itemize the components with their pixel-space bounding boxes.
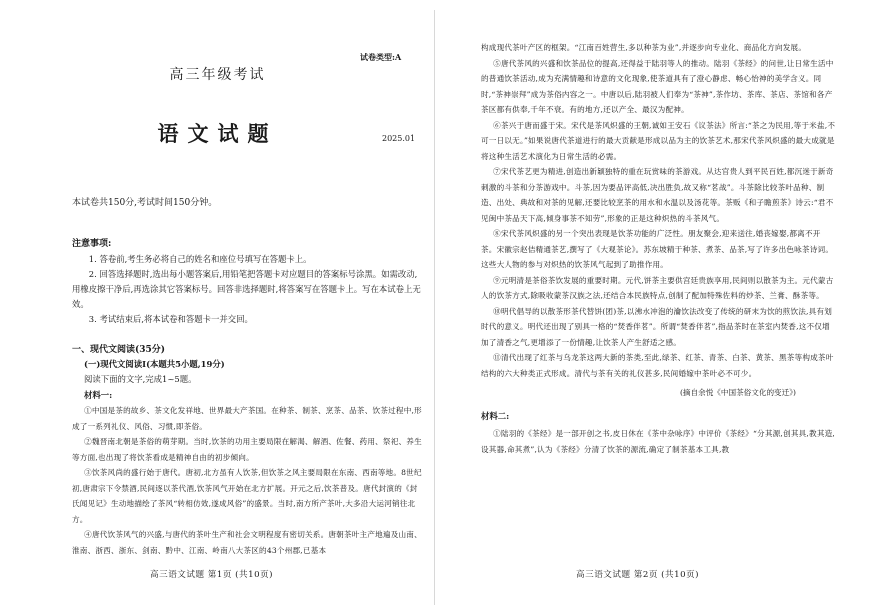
paragraph: ①中国是茶的故乡、茶文化发祥地、世界最大产茶国。在种茶、制茶、烹茶、品茶、饮茶过程中,形成了一系列礼仪、风俗、习惯,即茶俗。 [72, 406, 422, 431]
material-2-label: 材料二: [481, 410, 510, 421]
paragraph: ①陆羽的《茶经》是一部开创之书,皮日休在《茶中杂咏序》中评价《茶经》“分其源,创其具,教其造,设其器,命其煮”,认为《茶经》分清了饮茶的源流,确定了制茶基本工具,教 [481, 429, 836, 454]
notice-item: 3. 考试结束后,将本试卷和答题卡一并交回。 [88, 314, 253, 324]
page-divider [434, 10, 435, 605]
paragraph: ⑦宋代茶艺更为精进,创造出新颖独特的重在玩赏味的茶游戏。从达官贵人到平民百姓,都沉迷于新奇刺激的斗茶和分茶游戏中。斗茶,因为要品评高低,决出胜负,故又称“茗战”。斗茶除比较茶叶品种、制造、出处、典故和对茶的见解,还要比较烹茶的用水和水温以及汤花等。茶贩《和子瞻煎茶》诗云:“君不见闽中茶品天下高,倾身事茶不知劳”,形象的正是这种炽热的斗茶风气。 [481, 167, 834, 223]
notice-list [72, 252, 424, 327]
notice-heading: 注意事项: [72, 239, 112, 249]
source-citation: (摘自余悦《中国茶俗文化的变迁》) [679, 388, 796, 397]
exam-intro: 本试卷共150分,考试时间150分钟。 [72, 198, 218, 208]
paragraph: ②魏晋南北朝是茶俗的萌芽期。当时,饮茶的功用主要局限在解渴、解酒、佐餐、药用、祭祀、养生等方面,也出现了将饮茶看成是精神自由的初步倾向。 [72, 437, 422, 462]
material-1-body-left [72, 403, 424, 558]
notice-item: 2. 回答选择题时,选出每小题答案后,用铅笔把答题卡对应题目的答案标号涂黑。如需改动,用橡皮擦干净后,再选涂其它答案标号。回答非选择题时,将答案写在答题卡上。写在本试卷上无效。 [72, 269, 421, 309]
paragraph: ⑩明代倡导的以散茶形茶代替饼(团)茶,以沸水冲泡的瀹饮法改变了传统的研末为饮的煎饮法,具有划时代的意义。明代还出现了别具一格的“焚香伴茗”。所谓“焚香伴茗”,指品茶时在茶室内焚香,这不仅增加了清香之气,更增添了一份情趣,让饮茶人产生舒适之感。 [481, 306, 833, 347]
section-heading: 一、现代文阅读(35分) [72, 345, 166, 355]
paragraph: ⑤唐代茶风的兴盛和饮茶品位的提高,还得益于陆羽等人的推动。陆羽《茶经》的问世,让日常生活中的普通饮茶活动,成为充满情趣和诗意的文化现象,使茶道具有了澄心静虑、畅心怡神的美学含义。同时,“茶神崇拜”成为茶俗内容之一。中唐以后,陆羽被人们奉为“茶神”,茶作坊、茶库、茶店、茶馆和各产茶区都有供奉,千年不衰。有的地方,还以产全、最汉为配神。 [481, 58, 834, 114]
exam-title: 语文试题 [157, 121, 278, 146]
material-body-right [481, 40, 836, 457]
paper-type: 试卷类型:A [360, 52, 402, 62]
paragraph: 构成现代茶叶产区的框架。“江南百姓营生,多以种茶为业”,并逐步向专业化、商品化方向发展。 [481, 43, 807, 52]
reading-instruction: 阅读下面的文字,完成1~5题。 [84, 374, 197, 384]
grade-heading: 高三年级考试 [169, 67, 266, 83]
notice-item: 1. 答卷前,考生务必将自己的姓名和座位号填写在答题卡上。 [88, 254, 312, 264]
page-footer-1: 高三语文试题 第1页 (共10页) [150, 570, 274, 580]
paragraph: ③饮茶风尚的盛行始于唐代。唐初,北方虽有人饮茶,但饮茶之风主要局限在东南、西南等地。8世纪初,唐肃宗下令禁酒,民间逐以茶代酒,饮茶风气开始在北方扩展。开元之后,饮茶普及。唐代封演的《封氏闻见记》生动地描绘了茶风“转相仿效,遂成风俗”的盛景。当时,南方所产茶叶,大多沿大运河销往北方。 [72, 468, 422, 524]
paragraph: ⑥茶兴于唐而盛于宋。宋代是茶风炽盛的王朝,诚如王安石《议茶法》所言:“茶之为民用,等于米盐,不可一日以无。”如果说唐代茶道进行的最大贡献是形成以品为主的饮茶艺术,那宋代茶风炽盛的最大成就是将这种生活艺术演化为日常生活的必需。 [481, 120, 836, 161]
subsection-heading: (一)现代文阅读Ⅰ(本题共5小题,19分) [84, 359, 225, 369]
exam-date: 2025.01 [382, 134, 416, 143]
page-footer-2: 高三语文试题 第2页 (共10页) [576, 570, 700, 580]
paragraph: ⑪清代出现了红茶与乌龙茶这两大新的茶类,至此,绿茶、红茶、青茶、白茶、黄茶、黑茶等构成茶叶结构的六大种类正式形成。清代与茶有关的礼仪甚多,民间婚嫁中茶叶必不可少。 [481, 353, 834, 378]
paragraph: ⑧宋代茶风炽盛的另一个突出表现是饮茶功能的广泛性。朋友聚会,迎来送往,婚丧嫁娶,都离不开茶。宋徽宗赵佶精通茶艺,撰写了《大观茶论》。苏东坡精于种茶、煮茶、品茶,写了许多出色咏茶诗词。这些大人物的参与对炽热的饮茶风气起到了助推作用。 [481, 229, 834, 269]
material-1-label: 材料一: [84, 390, 113, 400]
paragraph: ④唐代饮茶风气的兴盛,与唐代的茶叶生产和社会文明程度有密切关系。唐朝茶叶主产地遍及山南、淮南、浙西、浙东、剑南、黔中、江南、岭南八大茶区的43个州郡,已基本 [72, 530, 422, 555]
paragraph: ⑨元明清是茶俗茶饮发展的重要时期。元代,饼茶主要供宫廷贵族享用,民间则以散茶为主。元代蒙古人的饮茶方式,除吸收蒙茶汉族之法,还结合本民族特点,创制了配加特殊佐料的炒茶、兰膏、酥茶等。 [481, 275, 834, 300]
